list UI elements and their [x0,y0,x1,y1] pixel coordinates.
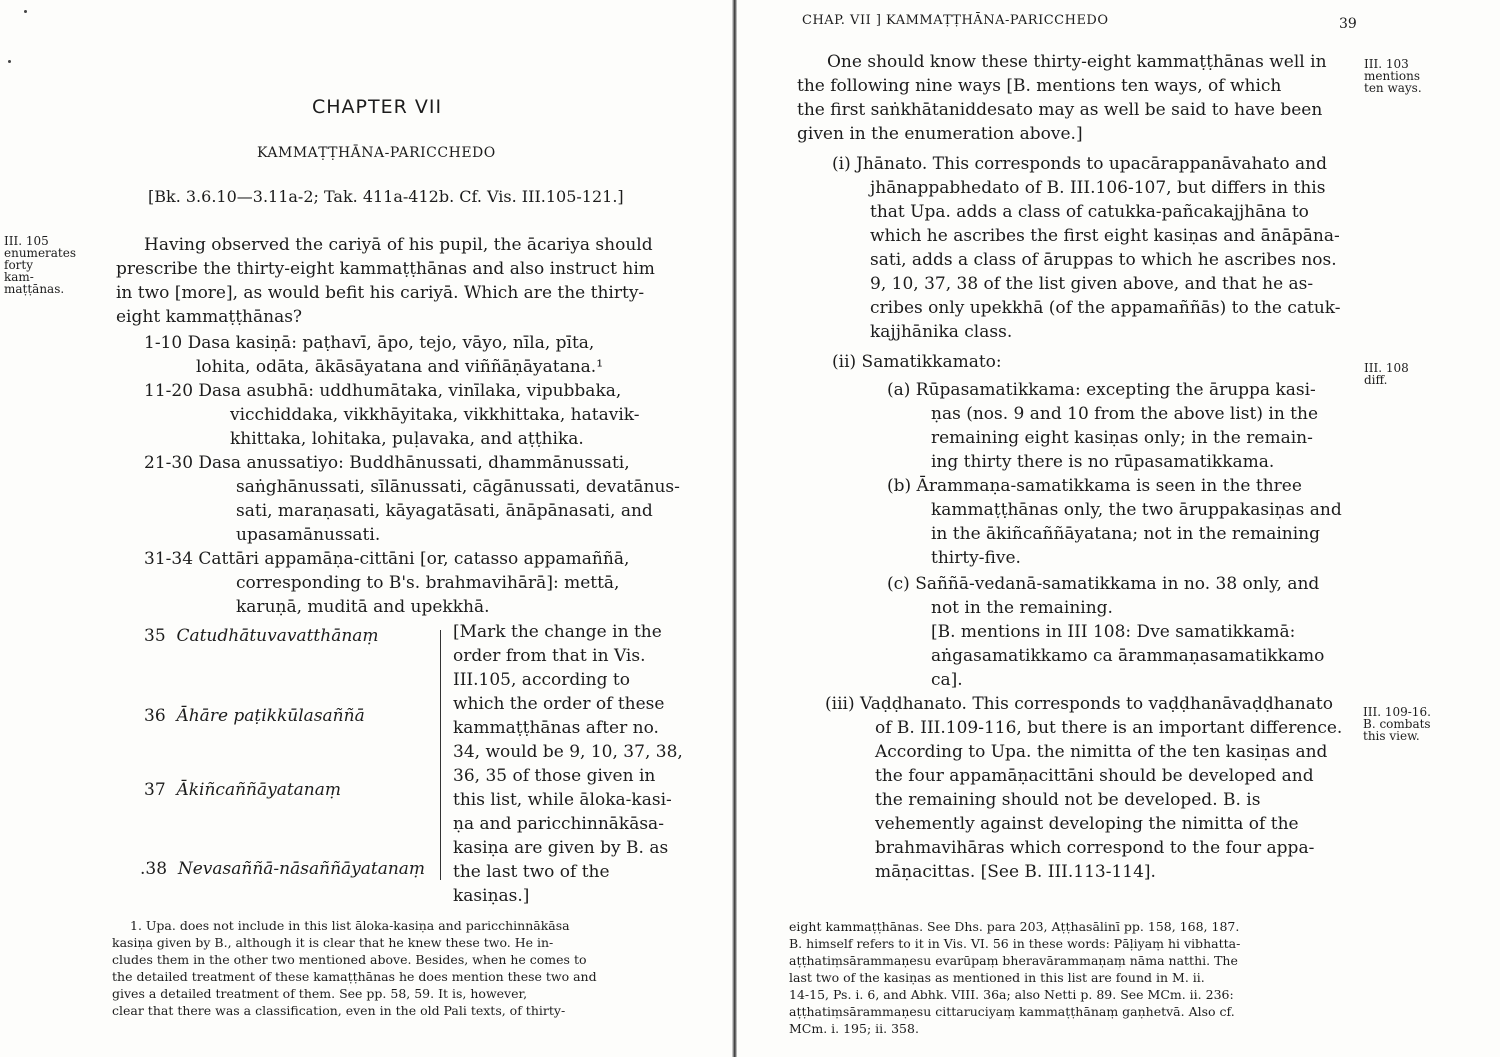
list-line: 21-30 Dasa anussatiyo: Buddhānussati, dhammānussati, [144,453,630,473]
page-number: 39 [1339,16,1357,32]
item-ii-a: (a) Rūpasamatikkama: excepting the āruppa kasi- ṇas (nos. 9 and 10 from the above list) in the remaining eight kasiṇas only; in the remain- ing thirty there is no rūpasamatikkama. [887,380,1319,472]
footnote-continued: eight kammaṭṭhānas. See Dhs. para 203, Aṭṭhasālinī pp. 158, 168, 187. B. himself refers to it in Vis. VI. 56 in these words: Pāḷiyaṃ hi vibhatta- aṭṭhatiṃsārammaṇesu evarūpaṃ bheravārammaṇaṃ nāma natthi. The last two of the kasiṇas as mentioned in this list are found in M. ii. 14-15, Ps. i. 6, and Abhk. VIII. 36a; also Netti p. 89. See MCm. ii. 236: aṭṭhatiṃsārammaṇesu cittaruciyaṃ kammaṭṭhānaṃ gaṇhetvā. Also cf. MCm. i. 195; ii. 358. [789,919,1241,1036]
item-36: 36 Āhāre paṭikkūlasaññā [144,706,365,726]
list-line: saṅghānussati, sīlānussati, cāgānussati, devatānus- [236,477,680,497]
item-ii-b: (b) Ārammaṇa-samatikkama is seen in the three kammaṭṭhānas only, the two āruppakasiṇas and in the ākiñcaññāyatana; not in the remaining thirty-five. [887,476,1342,568]
bracket-line [440,630,441,880]
list-line: corresponding to B's. brahmavihārā]: mettā, [236,573,620,593]
running-head: CHAP. VII ] KAMMAṬṬHĀNA-PARICCHEDO [802,13,1109,28]
bracket-note: [Mark the change in the order from that in Vis. III.105, according to which the order of these kammaṭṭhānas after no. 34, would be 9, 10, 37, 38, 36, 35 of those given in this list, while āloka-kasi- ṇa and paricchinnākāsa- kasiṇa are given by B. as the last two of the kasiṇas.] [453,622,683,906]
list-line: vicchiddaka, vikkhāyitaka, vikkhittaka, hatavik- [230,405,640,425]
list-line: karuṇā, muditā and upekkhā. [236,597,490,617]
left-page [0,0,735,1057]
item-iii: (iii) Vaḍḍhanato. This corresponds to vaḍḍhanāvaḍḍhanato of B. III.109-116, but there is an important difference. According to Upa. the nimitta of the ten kasiṇas and the four appamāṇacittāni should be developed and the remaining should not be developed. B. is vehemently against developing the nimitta of the brahmavihāras which correspond to the four appa- māṇacittas. [See B. III.113-114]. [825,694,1343,882]
margin-note-2: III. 108 diff. [1364,361,1409,387]
margin-note-1: III. 103 mentions ten ways. [1364,57,1422,95]
list-line: sati, maraṇasati, kāyagatāsati, ānāpānasati, and [236,501,653,521]
margin-note: III. 105 enumerates forty kam- maṭṭānas. [4,234,77,296]
item-i: (i) Jhānato. This corresponds to upacārappanāvahato and jhānappabhedato of B. III.106-107, but differs in this that Upa. adds a class of catukka-pañcakajjhāna to which he ascribes the first eight kasiṇas and ānāpāna- sati, adds a class of āruppas to which he ascribes nos. 9, 10, 37, 38 of the list given above, and that he as- cribes only upekkhā (of the appamaññās) to the catuk- kajjhānika class. [832,154,1341,342]
chapter-subtitle: KAMMAṬṬHĀNA-PARICCHEDO [257,145,496,161]
margin-note-3: III. 109-16. B. combats this view. [1363,705,1431,743]
speck [8,60,11,63]
intro-paragraph: Having observed the cariyā of his pupil, the ācariya should prescribe the thirty-eight kammaṭṭhānas and also instruct him in two [more], as would befit his cariyā. Which are the thirty- eight kammaṭṭhānas? [116,235,655,327]
list-line: 11-20 Dasa asubhā: uddhumātaka, vinīlaka, vipubbaka, [144,381,622,401]
item-ii-c: (c) Saññā-vedanā-samatikkama in no. 38 only, and not in the remaining. [B. mentions in III 108: Dve samatikkamā: aṅgasamatikkamo ca ārammaṇasamatikkamo ca]. [887,574,1325,690]
list-line: 31-34 Cattāri appamāṇa-cittāni [or, catasso appamaññā, [144,549,630,569]
right-intro: One should know these thirty-eight kammaṭṭhānas well in the following nine ways [B. mentions ten ways, of which the first saṅkhātaniddesato may as well be said to have been given in the enumeration above.] [797,52,1327,144]
kammatthana-list [144,331,684,619]
item-35: 35 Catudhātuvavatthānaṃ [144,626,379,646]
list-line: 1-10 Dasa kasiṇā: paṭhavī, āpo, tejo, vāyo, nīla, pīta, [144,333,595,353]
right-page [737,0,1500,1057]
list-line: khittaka, lohitaka, puḷavaka, and aṭṭhika. [230,429,584,449]
chapter-title: CHAPTER VII [312,96,443,118]
item-38: .38 Nevasaññā-nāsaññāyatanaṃ [140,859,426,879]
chapter-reference: [Bk. 3.6.10—3.11a-2; Tak. 411a-412b. Cf. Vis. III.105-121.] [148,187,624,206]
list-line: upasamānussati. [236,525,381,545]
speck [24,10,27,13]
item-37: 37 Ākiñcaññāyatanaṃ [144,780,342,800]
item-ii-head: (ii) Samatikkamato: [832,352,1002,372]
footnote: 1. Upa. does not include in this list āloka-kasiṇa and paricchinnākāsa kasiṇa given by B., although it is clear that he knew these two. He in- cludes them in the other two mentioned above. Besides, when he comes to the detailed treatment of these kamaṭṭhānas he does mention these two and gives a detailed treatment of them. See pp. 58, 59. It is, however, clear that there was a classification, even in the old Pali texts, of thirty- [112,918,597,1018]
list-line: lohita, odāta, ākāsāyatana and viññāṇāyatana.¹ [196,357,604,377]
